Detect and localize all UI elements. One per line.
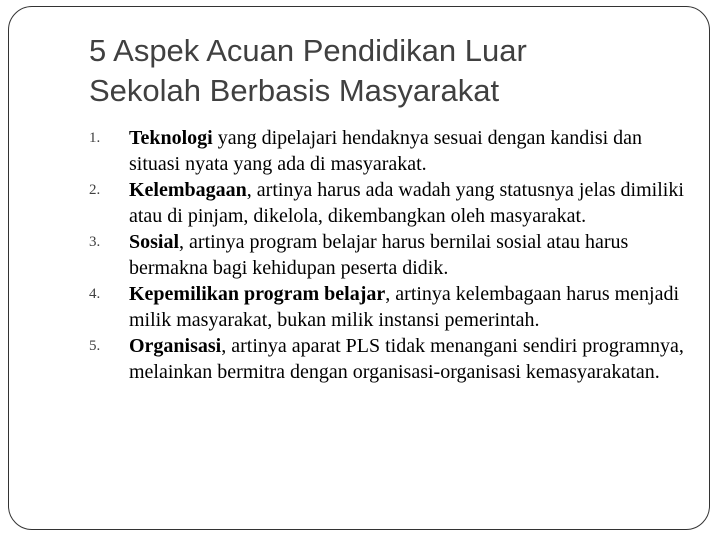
item-term: Organisasi (129, 335, 222, 357)
slide-title-line-2: Sekolah Berbasis Masyarakat (89, 73, 500, 108)
slide-title (89, 31, 689, 111)
item-number: 5. (89, 338, 101, 354)
list-item (89, 177, 689, 229)
item-term: Kelembagaan (129, 179, 247, 201)
slide-frame (8, 6, 710, 530)
item-number: 4. (89, 286, 101, 302)
item-text: , artinya aparat PLS tidak menangani sendiri programnya, melainkan bermitra dengan organisasi-organisasi kemasyarakatan. (129, 335, 684, 383)
item-number: 3. (89, 234, 101, 250)
item-text: , artinya harus ada wadah yang statusnya jelas dimiliki atau di pinjam, dikelola, dikembangkan oleh masyarakat. (129, 179, 684, 227)
item-number: 1. (89, 130, 101, 146)
item-text: , artinya program belajar harus bernilai sosial atau harus bermakna bagi kehidupan peserta didik. (129, 231, 629, 279)
list-item (89, 281, 689, 333)
list-item (89, 333, 689, 385)
list-item (89, 229, 689, 281)
list-item (89, 125, 689, 177)
aspect-list (89, 125, 689, 385)
item-text: yang dipelajari hendaknya sesuai dengan kandisi dan situasi nyata yang ada di masyarakat. (129, 127, 643, 175)
item-term: Kepemilikan program belajar (129, 283, 386, 305)
item-text: , artinya kelembagaan harus menjadi milik masyarakat, bukan milik instansi pemerintah. (129, 283, 680, 331)
item-number: 2. (89, 182, 101, 198)
item-term: Sosial (129, 231, 180, 253)
slide-title-line-1: 5 Aspek Acuan Pendidikan Luar (89, 33, 527, 68)
item-term: Teknologi (129, 127, 213, 149)
